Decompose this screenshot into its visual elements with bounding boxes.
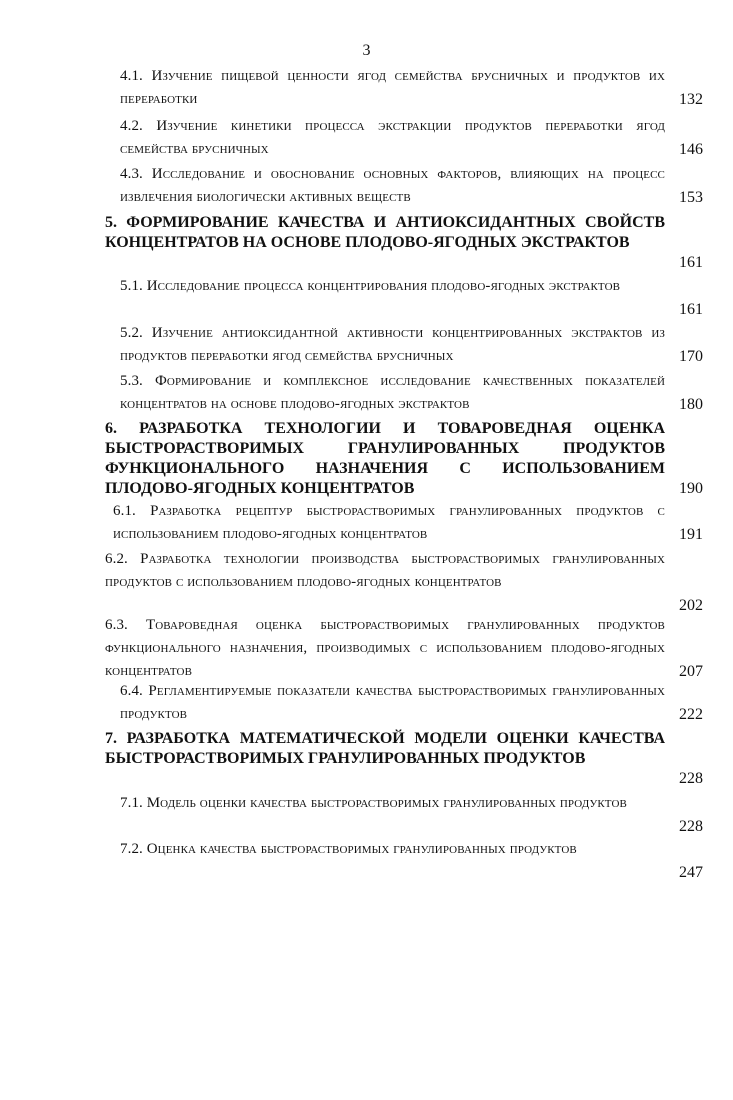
toc-chapter-title: 5. ФОРМИРОВАНИЕ КАЧЕСТВА И АНТИОКСИДАНТНЫХ СВОЙСТВ КОНЦЕНТРАТОВ НА ОСНОВЕ ПЛОДОВО-ЯГОДНЫХ ЭКСТРАКТОВ [105,214,665,251]
toc-entry-page: 190 [679,480,703,497]
toc-entry-page: 161 [679,254,703,271]
toc-entry-title: 6.2. Разработка технологии производства быстрорастворимых гранулированных продуктов с использованием плодово-ягодных концентратов [105,551,665,590]
toc-entry-page: 202 [679,597,703,614]
toc-entry-page: 161 [679,301,703,318]
toc-entry-title: 7.2. Оценка качества быстрорастворимых гранулированных продуктов [120,841,577,857]
toc-chapter-title: 6. РАЗРАБОТКА ТЕХНОЛОГИИ И ТОВАРОВЕДНАЯ ОЦЕНКА БЫСТРОРАСТВОРИМЫХ ГРАНУЛИРОВАННЫХ ПРОДУКТОВ ФУНКЦИОНАЛЬНОГО НАЗНАЧЕНИЯ С ИСПОЛЬЗОВАНИЕМ ПЛОДОВО-ЯГОДНЫХ КОНЦЕНТРАТОВ [105,420,665,497]
toc-entry-page: 146 [679,141,703,158]
toc-entry-title: 4.1. Изучение пищевой ценности ягод семейства брусничных и продуктов их переработки [120,68,665,107]
toc-entry-page: 191 [679,526,703,543]
toc-entry-page: 228 [679,818,703,835]
toc-entry-title: 5.1. Исследование процесса концентрирования плодово-ягодных экстрактов [120,278,621,294]
toc-chapter-title: 7. РАЗРАБОТКА МАТЕМАТИЧЕСКОЙ МОДЕЛИ ОЦЕНКИ КАЧЕСТВА БЫСТРОРАСТВОРИМЫХ ГРАНУЛИРОВАННЫХ ПРОДУКТОВ [105,730,665,767]
toc-entry-page: 153 [679,189,703,206]
toc-entry-title: 7.1. Модель оценки качества быстрорастворимых гранулированных продуктов [120,795,627,811]
toc-entry-title: 6.1. Разработка рецептур быстрорастворимых гранулированных продуктов с использованием плодово-ягодных концентратов [113,503,665,542]
toc-entry-title: 5.3. Формирование и комплексное исследование качественных показателей концентратов на основе плодово-ягодных экстрактов [120,373,665,412]
toc-entry-page: 228 [679,770,703,787]
page-number: 3 [362,42,371,59]
toc-entry-page: 247 [679,864,703,881]
toc-entry-title: 5.2. Изучение антиоксидантной активности концентрированных экстрактов из продуктов переработки ягод семейства брусничных [120,325,665,364]
toc-entry-page: 222 [679,706,703,723]
toc-entry-title: 4.2. Изучение кинетики процесса экстракции продуктов переработки ягод семейства брусничных [120,118,665,157]
toc-entry-page: 180 [679,396,703,413]
toc-entry-page: 132 [679,91,703,108]
toc-entry-title: 4.3. Исследование и обоснование основных факторов, влияющих на процесс извлечения биологически активных веществ [120,166,665,205]
toc-entry-page: 170 [679,348,703,365]
toc-entry-title: 6.4. Регламентируемые показатели качества быстрорастворимых гранулированных продуктов [120,683,665,722]
toc-entry-title: 6.3. Товароведная оценка быстрорастворимых гранулированных продуктов функционального назначения, производимых с использованием плодово-ягодных концентратов [105,617,665,679]
toc-entry-page: 207 [679,663,703,680]
